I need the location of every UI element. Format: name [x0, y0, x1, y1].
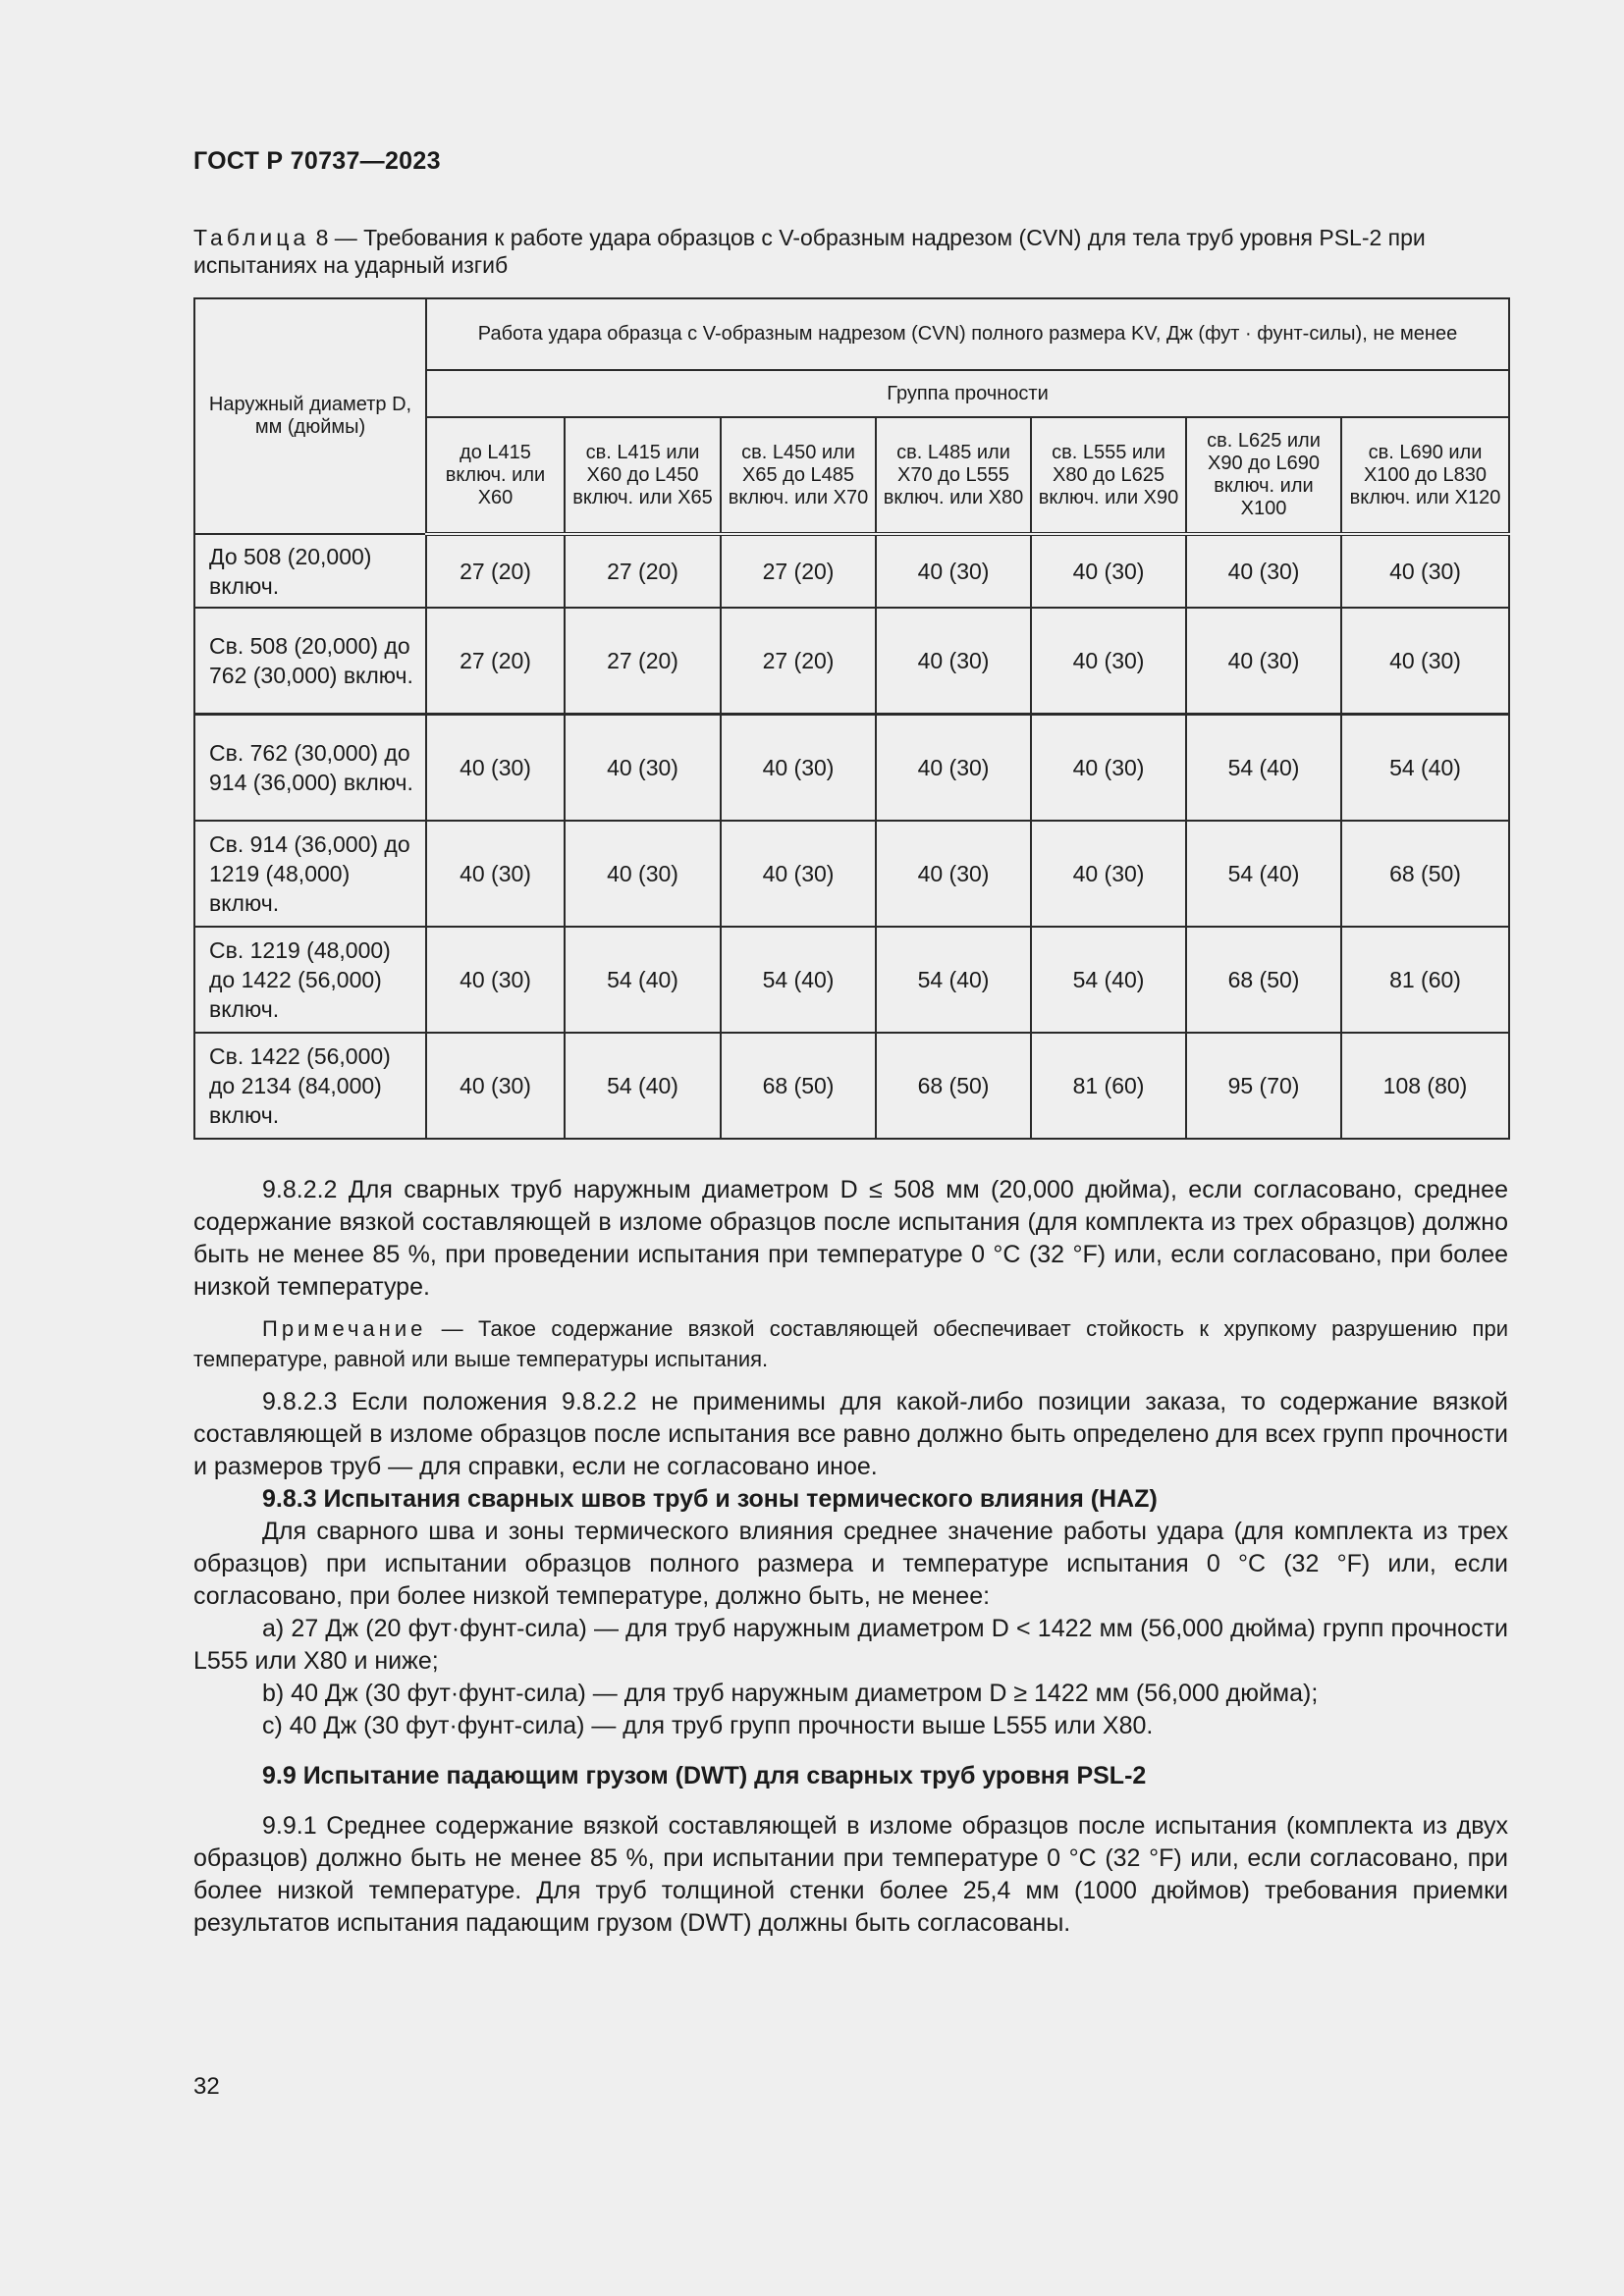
heading-9-8-3: 9.8.3 Испытания сварных швов труб и зоны термического влияния (HAZ) — [262, 1485, 1158, 1513]
table-cell: 95 (70) — [1186, 1033, 1341, 1139]
table-cell: 68 (50) — [1341, 821, 1509, 927]
list-item-a: a) 27 Дж (20 фут·фунт-сила) — для труб наружным диаметром D < 1422 мм (56,000 дюйма) групп прочности L555 или X80 и ниже; — [193, 1615, 1508, 1675]
table-cell: 27 (20) — [565, 534, 721, 608]
table-cell: 40 (30) — [876, 715, 1031, 822]
list-item-c: c) 40 Дж (30 фут·фунт-сила) — для труб групп прочности выше L555 или X80. — [262, 1712, 1154, 1739]
page-number: 32 — [193, 2073, 220, 2100]
table-cell: 108 (80) — [1341, 1033, 1509, 1139]
table-cell: 27 (20) — [721, 534, 876, 608]
list-item-b: b) 40 Дж (30 фут·фунт-сила) — для труб наружным диаметром D ≥ 1422 мм (56,000 дюйма); — [262, 1680, 1319, 1707]
table-cell: 27 (20) — [565, 608, 721, 715]
table-cell: 40 (30) — [1186, 608, 1341, 715]
table-cell: 27 (20) — [721, 608, 876, 715]
impact-requirements-table — [193, 297, 1510, 1140]
table-cell: 40 (30) — [426, 821, 565, 927]
row-label: Св. 508 (20,000) до 762 (30,000) включ. — [194, 608, 426, 715]
table-cell: 54 (40) — [721, 927, 876, 1033]
table-cell: 40 (30) — [426, 715, 565, 822]
column-header: св. L625 или X90 до L690 включ. или X100 — [1186, 417, 1341, 534]
table-row — [194, 927, 1509, 1033]
row-header-cell: Наружный диаметр D, мм (дюймы) — [194, 298, 426, 534]
column-header: до L415 включ. или X60 — [426, 417, 565, 534]
table-cell: 54 (40) — [1186, 821, 1341, 927]
paragraph-9-8-2-2: 9.8.2.2 Для сварных труб наружным диаметром D ≤ 508 мм (20,000 дюйма), если согласовано, среднее содержание вязкой составляющей в изломе образцов после испытания (для комплекта из трех образцов) должно быть не менее 85 %, при проведении испытания при температуре 0 °C (32 °F) или, если согласовано, при более низкой температуре. — [193, 1176, 1508, 1301]
table-caption-prefix: Таблица — [193, 225, 310, 250]
document-header: ГОСТ Р 70737—2023 — [193, 147, 441, 175]
column-header: св. L690 или X100 до L830 включ. или X120 — [1341, 417, 1509, 534]
heading-9-9: 9.9 Испытание падающим грузом (DWT) для сварных труб уровня PSL-2 — [262, 1762, 1147, 1789]
table-caption-text: 8 — Требования к работе удара образцов с V-образным надрезом (CVN) для тела труб уровня PSL-2 при испытаниях на ударный изгиб — [193, 225, 1426, 278]
row-label: Св. 762 (30,000) до 914 (36,000) включ. — [194, 715, 426, 822]
column-header: св. L415 или X60 до L450 включ. или X65 — [565, 417, 721, 534]
column-header: св. L555 или X80 до L625 включ. или X90 — [1031, 417, 1186, 534]
table-cell: 54 (40) — [565, 1033, 721, 1139]
table-cell: 40 (30) — [876, 608, 1031, 715]
table-cell: 54 (40) — [1186, 715, 1341, 822]
table-cell: 40 (30) — [1031, 534, 1186, 608]
table-cell: 54 (40) — [876, 927, 1031, 1033]
table-cell: 40 (30) — [1031, 608, 1186, 715]
paragraph-9-9-1: 9.9.1 Среднее содержание вязкой составляющей в изломе образцов после испытания (комплекта из двух образцов) должно быть не менее 85 %, при испытании при температуре 0 °C (32 °F) или, если согласовано, при более низкой температуре. Для труб толщиной стенки более 25,4 мм (1000 дюймов) требования приемки результатов испытания падающим грузом (DWT) должны быть согласованы. — [193, 1812, 1508, 1937]
column-header: св. L485 или X70 до L555 включ. или X80 — [876, 417, 1031, 534]
table-cell: 40 (30) — [426, 1033, 565, 1139]
table-cell: 81 (60) — [1031, 1033, 1186, 1139]
group-header-cell: Группа прочности — [426, 370, 1509, 417]
table-cell: 40 (30) — [721, 821, 876, 927]
table-row — [194, 1033, 1509, 1139]
table-cell: 40 (30) — [1341, 608, 1509, 715]
row-label: Св. 1422 (56,000) до 2134 (84,000) включ. — [194, 1033, 426, 1139]
table-cell: 27 (20) — [426, 534, 565, 608]
table-cell: 81 (60) — [1341, 927, 1509, 1033]
body-section — [193, 1174, 1508, 1940]
table-cell: 40 (30) — [1031, 715, 1186, 822]
table-cell: 40 (30) — [1031, 821, 1186, 927]
table-cell: 40 (30) — [876, 821, 1031, 927]
table-cell: 54 (40) — [1341, 715, 1509, 822]
row-label: До 508 (20,000) включ. — [194, 534, 426, 608]
table-cell: 40 (30) — [565, 821, 721, 927]
table-cell: 54 (40) — [1031, 927, 1186, 1033]
note-label: Примечание — [262, 1316, 427, 1341]
note-text: — Такое содержание вязкой составляющей обеспечивает стойкость к хрупкому разрушению при температуре, равной или выше температуры испытания. — [193, 1316, 1508, 1371]
table-row — [194, 715, 1509, 822]
table-cell: 54 (40) — [565, 927, 721, 1033]
column-header: св. L450 или X65 до L485 включ. или X70 — [721, 417, 876, 534]
table-cell: 68 (50) — [721, 1033, 876, 1139]
table-cell: 40 (30) — [565, 715, 721, 822]
row-label: Св. 1219 (48,000) до 1422 (56,000) включ. — [194, 927, 426, 1033]
table-cell: 40 (30) — [1341, 534, 1509, 608]
paragraph-9-8-2-3: 9.8.2.3 Если положения 9.8.2.2 не применимы для какой-либо позиции заказа, то содержание вязкой составляющей в изломе образцов после испытания все равно должно быть определено для всех групп прочности и размеров труб — для справки, если не согласовано иное. — [193, 1388, 1508, 1480]
table-cell: 40 (30) — [426, 927, 565, 1033]
table-cell: 40 (30) — [1186, 534, 1341, 608]
note-paragraph — [193, 1313, 1508, 1374]
table-cell: 40 (30) — [876, 534, 1031, 608]
table-cell: 68 (50) — [1186, 927, 1341, 1033]
paragraph-9-8-3: Для сварного шва и зоны термического влияния среднее значение работы удара (для комплекта из трех образцов) при испытании образцов полного размера и температуре испытания 0 °C (32 °F) или, если согласовано, при более низкой температуре, должно быть, не менее: — [193, 1518, 1508, 1610]
table-cell: 27 (20) — [426, 608, 565, 715]
table-row — [194, 608, 1509, 715]
row-label: Св. 914 (36,000) до 1219 (48,000) включ. — [194, 821, 426, 927]
table-row — [194, 821, 1509, 927]
table-cell: 68 (50) — [876, 1033, 1031, 1139]
table-row — [194, 534, 1509, 608]
table-caption — [193, 224, 1509, 279]
table-cell: 40 (30) — [721, 715, 876, 822]
top-header-cell: Работа удара образца с V-образным надрезом (CVN) полного размера KV, Дж (фут · фунт-силы), не менее — [426, 298, 1509, 370]
